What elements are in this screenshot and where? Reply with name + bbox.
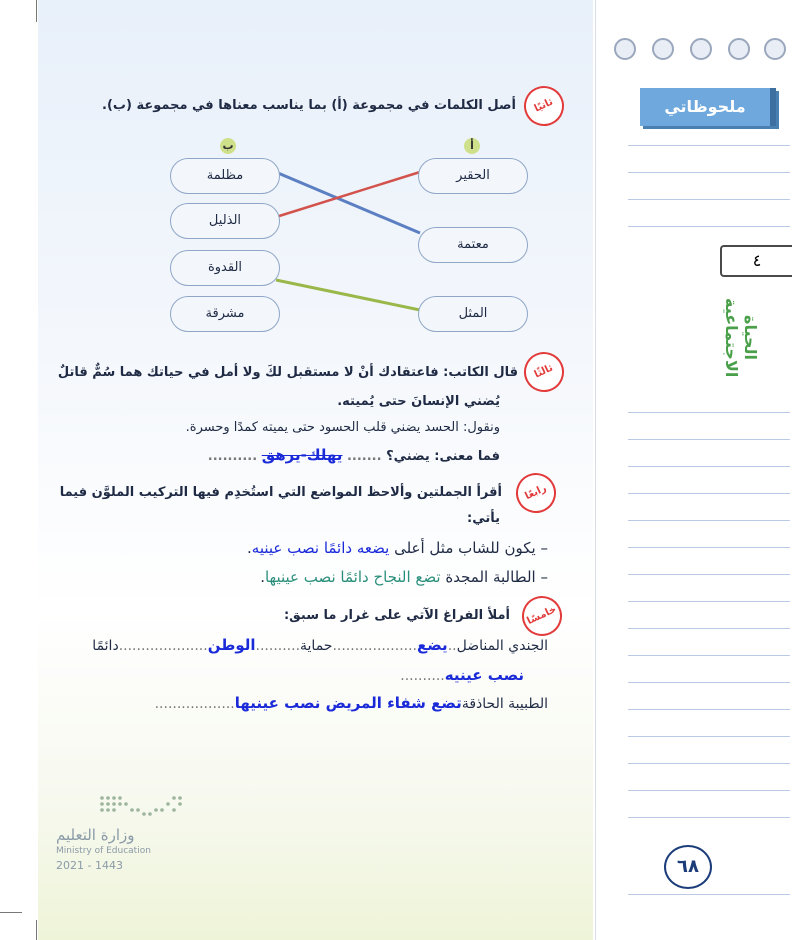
handwritten-answer[interactable]: نصب عينيه [444, 666, 524, 684]
sentence-text: – الطالبة المجدة [440, 568, 548, 586]
fill-line-2 [224, 666, 524, 684]
sentence-text: . [247, 539, 252, 557]
group-a-label: أ [464, 138, 480, 154]
section-badge: خامسًا [515, 589, 568, 642]
blank: .......... [255, 638, 301, 654]
group-b-item[interactable]: مظلمة [170, 158, 280, 194]
fill-text: حماية [300, 638, 333, 654]
section3-line2: يُضني الإنسانَ حتى يُميته. [337, 394, 500, 409]
group-b-item[interactable]: الذليل [170, 203, 280, 239]
answer-dots: .......... [207, 449, 258, 464]
logo-dots-icon [96, 792, 226, 822]
unit-title: الحياة الاجتماعية [722, 298, 760, 378]
sentence-text: . [260, 568, 265, 586]
fill-text: الطبيبة الحاذقة [461, 696, 548, 712]
group-b-label: ب [220, 138, 236, 154]
blank: .................. [154, 696, 235, 712]
logo-english: Ministry of Education [56, 846, 151, 856]
blank: .......... [400, 668, 445, 684]
group-a-item[interactable]: المثل [418, 296, 528, 332]
logo-arabic: وزارة التعليم [56, 826, 135, 844]
match-line-red [276, 172, 420, 217]
page-number: ٦٨ [664, 845, 712, 889]
section3-answer[interactable]: يهلك-يرهق [261, 446, 343, 464]
section4-heading-2: يأتي: [467, 511, 500, 526]
answer-dots: ....... [346, 449, 382, 464]
blank: .................... [118, 638, 208, 654]
group-b-item[interactable]: مشرقة [170, 296, 280, 332]
unit-number: ٤ [720, 245, 792, 277]
ministry-logo [56, 792, 166, 882]
handwritten-answer[interactable]: الوطن [207, 636, 256, 654]
colored-phrase: تضع النجاح دائمًا نصب عينيها [264, 568, 441, 586]
section-badge: ثالثًا [517, 345, 570, 398]
section3-line1: قال الكاتب: فاعتقادك أنْ لا مستقبل لكَ ولا أمل في حياتك هما سُمٌّ قاتلٌ [57, 365, 518, 380]
fill-line-3 [88, 694, 548, 712]
section3-question: فما معنى: يضني؟ [386, 449, 500, 464]
group-b-item[interactable]: القدوة [170, 250, 280, 286]
match-line-green [276, 280, 420, 310]
match-line-blue [278, 173, 420, 233]
group-a-item[interactable]: معتمة [418, 227, 528, 263]
section3-line3: ونقول: الحسد يضني قلب الحسود حتى يميته كمدًا وحسرة. [185, 420, 500, 435]
section-badge: ثانيًا [517, 79, 570, 132]
section5-heading: أملأ الفراغ الآتي على غرار ما سبق: [283, 608, 510, 623]
example-sentence-2 [68, 568, 548, 586]
fill-line-1 [88, 636, 548, 654]
blank: .. [447, 638, 457, 654]
logo-year: 2021 - 1443 [56, 859, 123, 872]
colored-phrase: يضعه دائمًا نصب عينيه [251, 539, 390, 557]
fill-text: دائمًا [92, 638, 119, 654]
handwritten-answer[interactable]: تضع شفاء المريض نصب عينيها [234, 694, 462, 712]
group-a-item[interactable]: الحقير [418, 158, 528, 194]
section-badge: رابعًا [509, 466, 562, 519]
fill-text: الجندي المناضل [456, 638, 548, 654]
notes-title: ملحوظاتي [640, 88, 776, 126]
section4-heading-1: أقرأ الجملتين وألاحظ المواضع التي استُخدِم فيها التركيب الملوَّن فيما [59, 485, 502, 500]
section2-heading: أصل الكلمات في مجموعة (أ) بما يناسب معناها في مجموعة (ب). [102, 98, 516, 113]
blank: ................... [332, 638, 418, 654]
sentence-text: – يكون للشاب مثل أعلى [389, 539, 548, 557]
section3-question-row [20, 446, 500, 464]
handwritten-answer[interactable]: يضع [417, 636, 448, 654]
example-sentence-1 [68, 539, 548, 557]
